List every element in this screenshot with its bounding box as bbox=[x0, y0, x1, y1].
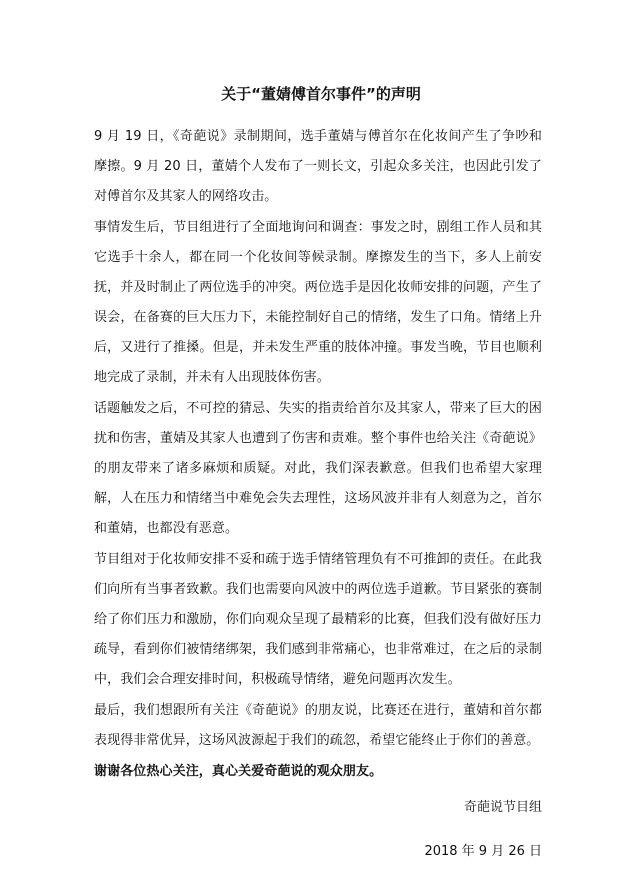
statement-date: 2018 年 9 月 26 日 bbox=[424, 844, 542, 859]
paragraph-investigation: 事情发生后，节目组进行了全面地询问和调查：事发之时，剧组工作人员和其它选手十余人，都在同一个化妆间等候录制。摩擦发生的当下，多人上前安抚，并及时制止了两位选手的冲突。两位选手是因化妆师安排的问题，产生了误会，在备赛的巨大压力下，未能控制好自己的情绪，发生了口角。情绪上升后，又进行了推搡。但是，并未发生严重的肢体冲撞。事发当晚，节目也顺利地完成了录制，并未有人出现肢体伤害。 bbox=[94, 220, 542, 385]
statement-title: 关于“董婧傅首尔事件”的声明 bbox=[221, 85, 421, 103]
paragraph-closing: 谢谢各位热心关注，真心关爱奇葩说的观众朋友。 bbox=[94, 764, 383, 779]
signature: 奇葩说节目组 bbox=[463, 800, 542, 815]
paragraph-responsibility: 节目组对于化妆师安排不妥和疏于选手情绪管理负有不可推卸的责任。在此我们向所有当事者致歉。我们也需要向风波中的两位选手道歉。节目紧张的赛制给了你们压力和激励，你们向观众呈现了最精彩的比赛，但我们没有做好压力疏导，看到你们被情绪绑架，我们感到非常痛心，也非常难过，在之后的录制中，我们会合理安排时间，积极疏导情绪，避免问题再次发生。 bbox=[94, 552, 542, 687]
paragraph-final: 最后，我们想跟所有关注《奇葩说》的朋友说，比赛还在进行，董婧和首尔都表现得非常优异，这场风波源起于我们的疏忽，希望它能终止于你们的善意。 bbox=[94, 703, 542, 748]
paragraph-incident: 9 月 19 日，《奇葩说》录制期间，选手董婧与傅首尔在化妆间产生了争吵和摩擦。9 月 20 日，董婧个人发布了一则长文，引起众多关注，也因此引发了对傅首尔及其家人的网络攻击。 bbox=[94, 129, 542, 204]
paragraph-apology: 话题触发之后，不可控的猜忌、失实的指责给首尔及其家人，带来了巨大的困扰和伤害，董婧及其家人也遭到了伤害和责难。整个事件也给关注《奇葩说》的朋友带来了诸多麻烦和质疑。对此，我们深表歉意。但我们也希望大家理解，人在压力和情绪当中难免会失去理性，这场风波并非有人刻意为之，首尔和董婧，也都没有恶意。 bbox=[94, 401, 542, 536]
